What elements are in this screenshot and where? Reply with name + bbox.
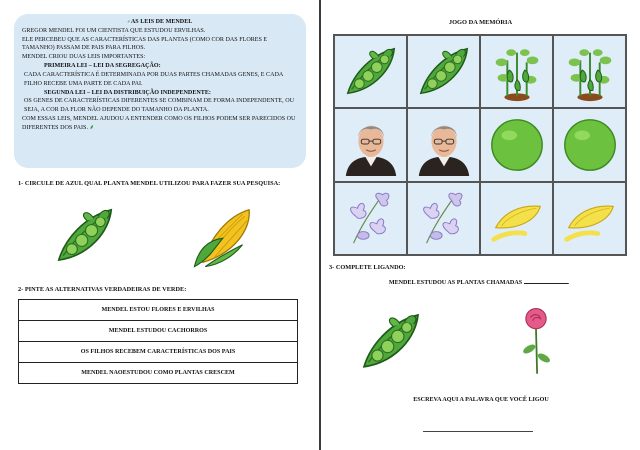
option-2[interactable]: MENDEL ESTUDOU CACHORROS <box>18 321 298 342</box>
memory-game-title: JOGO DA MEMÓRIA <box>448 19 513 26</box>
intro-closing: COM ESSAS LEIS, MENDEL AJUDOU A ENTENDER COMO OS FILHOS PODEM SER PARECIDOS OU DIFERENTES DOS PAIS. <box>22 116 296 131</box>
right-worksheet-page <box>321 0 640 450</box>
rose-image[interactable] <box>517 304 555 376</box>
pea-plant-icon <box>559 41 621 103</box>
law1-text: CADA CARACTERÍSTICA É DETERMINADA POR DUAS PARTES CHAMADAS GENES, E CADA FILHO RECEBE UMA PARTE DE CADA PAI. <box>24 71 283 87</box>
fill-sentence-text: MENDEL ESTUDOU AS PLANTAS CHAMADAS <box>388 280 523 286</box>
corn-image[interactable] <box>190 200 260 272</box>
option-1[interactable]: MENDEL ESTOU FLORES E ERVILHAS <box>18 300 298 321</box>
intro-line-3: MENDEL CRIOU DUAS LEIS IMPORTANTES: <box>22 54 146 61</box>
pea-pod-icon <box>413 41 475 103</box>
question-1: 1- CIRCULE DE AZUL QUAL PLANTA MENDEL UTILIZOU PARA FAZER SUA PESQUISA: <box>18 180 281 187</box>
pea-pod-image[interactable] <box>50 200 120 272</box>
memory-card[interactable] <box>334 182 407 255</box>
law2-text: OS GENES DE CARACTERÍSTICAS DIFERENTES SE COMBINAM DE FORMA INDEPENDENTE, OU SEJA, A COR DA FLOR NÃO DEPENDE DO TAMANHO DA PLANTA. <box>24 98 294 114</box>
write-answer-line[interactable] <box>423 431 533 432</box>
mendel-portrait-icon <box>413 114 475 176</box>
question-2: 2- PINTE AS ALTERNATIVAS VERDADEIRAS DE VERDE: <box>18 286 187 293</box>
memory-card[interactable] <box>553 108 626 181</box>
memory-card[interactable] <box>553 182 626 255</box>
option-4[interactable]: MENDEL NAOESTUDOU COMO PLANTAS CRESCEM <box>18 363 298 384</box>
intro-line-1: GREGOR MENDEL FOI UM CIENTISTA QUE ESTUDOU ERVILHAS. <box>22 27 206 34</box>
green-pea-icon <box>486 114 548 176</box>
intro-title: AS LEIS DE MENDEL <box>130 19 193 25</box>
memory-card[interactable] <box>407 182 480 255</box>
yellow-pod-icon <box>559 187 621 249</box>
green-pea-icon <box>559 114 621 176</box>
intro-line-2: ELE PERCEBEU QUE AS CARACTERÍSTICAS DAS PLANTAS (COMO COR DAS FLORES E TAMANHO) PASSAM DE PAIS PARA FILHOS. <box>22 36 268 52</box>
pea-flower-icon <box>340 187 402 249</box>
write-prompt: ESCREVA AQUI A PALAVRA QUE VOCÊ LIGOU <box>413 397 549 403</box>
law1-title: PRIMEIRA LEI – LEI DA SEGREGAÇÃO: <box>44 63 161 70</box>
memory-card[interactable] <box>480 35 553 108</box>
memory-card[interactable] <box>407 108 480 181</box>
memory-card[interactable] <box>480 108 553 181</box>
sprout-icon: ⸗ <box>127 19 130 25</box>
pea-flower-icon <box>413 187 475 249</box>
yellow-pod-icon <box>486 187 548 249</box>
mendel-portrait-icon <box>340 114 402 176</box>
mendel-laws-box <box>14 14 306 168</box>
memory-card[interactable] <box>407 35 480 108</box>
memory-card[interactable] <box>334 108 407 181</box>
sprout-icon: ⸙ <box>89 124 95 131</box>
left-worksheet-page <box>0 0 319 450</box>
pea-pod-icon <box>340 41 402 103</box>
pea-plant-icon <box>486 41 548 103</box>
true-false-options <box>18 299 298 384</box>
answer-blank[interactable] <box>524 278 568 284</box>
law2-title: SEGUNDA LEI – LEI DA DISTRIBUIÇÃO INDEPENDENTE: <box>44 89 211 96</box>
option-3[interactable]: OS FILHOS RECEBEM CARACTERÍSTICAS DOS PAIS <box>18 342 298 363</box>
memory-card[interactable] <box>553 35 626 108</box>
fill-in-sentence: MENDEL ESTUDOU AS PLANTAS CHAMADAS . <box>388 280 570 286</box>
memory-card[interactable] <box>480 182 553 255</box>
question-3: 3- COMPLETE LIGANDO: <box>329 264 406 271</box>
pea-pod-image[interactable] <box>355 306 427 378</box>
memory-game-grid <box>333 34 627 256</box>
memory-card[interactable] <box>334 35 407 108</box>
